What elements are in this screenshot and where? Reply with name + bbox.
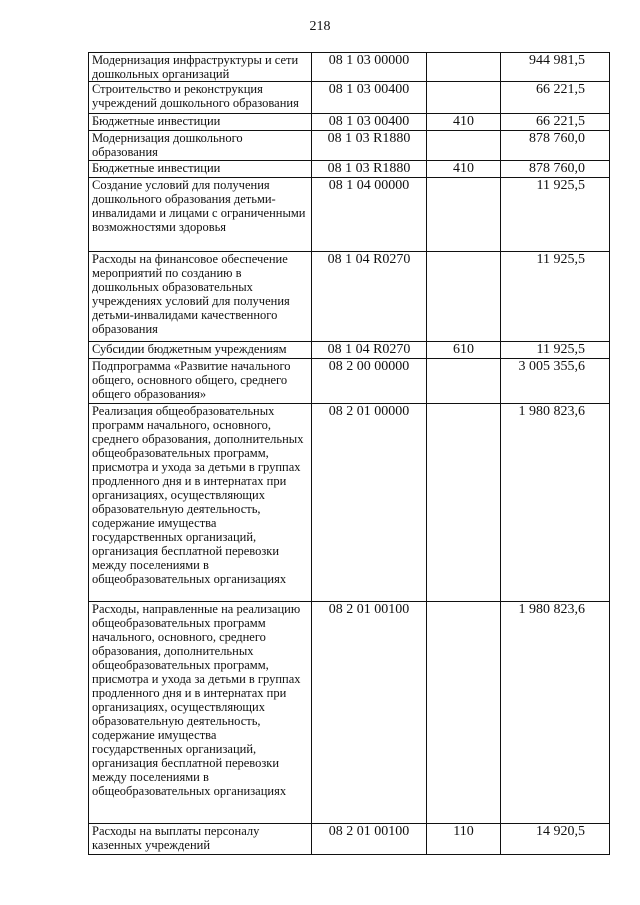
row-code: 08 1 03 R1880 [312,131,427,161]
row-amount: 66 221,5 [501,114,610,131]
table-row [89,161,610,178]
row-name: Создание условий для получения дошкольного образования детьми-инвалидами и лицами с ограниченными возможностями здоровья [89,178,312,252]
table-row [89,53,610,82]
row-amount: 14 920,5 [501,824,610,855]
row-name: Подпрограмма «Развитие начального общего, основного общего, среднего общего образования» [89,359,312,404]
row-name: Строительство и реконструкция учреждений дошкольного образования [89,82,312,114]
table-row [89,602,610,824]
row-expense-type [427,404,501,602]
row-expense-type [427,53,501,82]
row-code: 08 2 01 00100 [312,602,427,824]
row-amount: 11 925,5 [501,252,610,342]
row-name: Расходы на финансовое обеспечение мероприятий по созданию в дошкольных образовательных учреждениях условий для получения детьми-инвалидами качественного образования [89,252,312,342]
row-amount: 3 005 355,6 [501,359,610,404]
table-row [89,178,610,252]
row-expense-type: 410 [427,161,501,178]
row-amount: 11 925,5 [501,178,610,252]
row-expense-type: 110 [427,824,501,855]
table-row [89,359,610,404]
table-row [89,824,610,855]
row-name: Бюджетные инвестиции [89,114,312,131]
row-code: 08 1 03 00400 [312,82,427,114]
row-expense-type [427,131,501,161]
row-code: 08 1 03 00000 [312,53,427,82]
row-code: 08 1 04 R0270 [312,342,427,359]
row-name: Субсидии бюджетным учреждениям [89,342,312,359]
row-code: 08 2 01 00000 [312,404,427,602]
row-amount: 878 760,0 [501,161,610,178]
row-amount: 66 221,5 [501,82,610,114]
table-row [89,404,610,602]
row-expense-type [427,252,501,342]
table-row [89,252,610,342]
row-name: Расходы, направленные на реализацию общеобразовательных программ начального, основного, среднего образования, дополнительных общеобразовательных программ, присмотра и ухода за детьми в группах продленного дня и в интернатах при организациях, осуществляющих образовательную деятельность, содержание имущества государственных организаций, организация бесплатной перевозки между поселениями в общеобразовательных организациях [89,602,312,824]
table-row [89,82,610,114]
page-number: 218 [309,19,331,34]
row-expense-type [427,82,501,114]
row-expense-type: 410 [427,114,501,131]
row-code: 08 2 00 00000 [312,359,427,404]
row-code: 08 1 03 00400 [312,114,427,131]
row-code: 08 1 03 R1880 [312,161,427,178]
row-expense-type: 610 [427,342,501,359]
row-amount: 11 925,5 [501,342,610,359]
row-amount: 1 980 823,6 [501,602,610,824]
row-name: Расходы на выплаты персоналу казенных учреждений [89,824,312,855]
row-expense-type [427,359,501,404]
row-name: Реализация общеобразовательных программ начального, основного, среднего образования, дополнительных общеобразовательных программ, присмотра и ухода за детьми в группах продленного дня и в интернатах при организациях, осуществляющих образовательную деятельность, содержание имущества государственных организаций, организация бесплатной перевозки между поселениями в общеобразовательных организациях [89,404,312,602]
row-expense-type [427,178,501,252]
row-name: Модернизация дошкольного образования [89,131,312,161]
row-code: 08 1 04 R0270 [312,252,427,342]
row-code: 08 1 04 00000 [312,178,427,252]
row-expense-type [427,602,501,824]
row-amount: 1 980 823,6 [501,404,610,602]
row-amount: 944 981,5 [501,53,610,82]
row-name: Модернизация инфраструктуры и сети дошкольных организаций [89,53,312,82]
row-code: 08 2 01 00100 [312,824,427,855]
row-amount: 878 760,0 [501,131,610,161]
budget-table [88,52,610,855]
table-row [89,114,610,131]
table-row [89,131,610,161]
row-name: Бюджетные инвестиции [89,161,312,178]
table-row [89,342,610,359]
